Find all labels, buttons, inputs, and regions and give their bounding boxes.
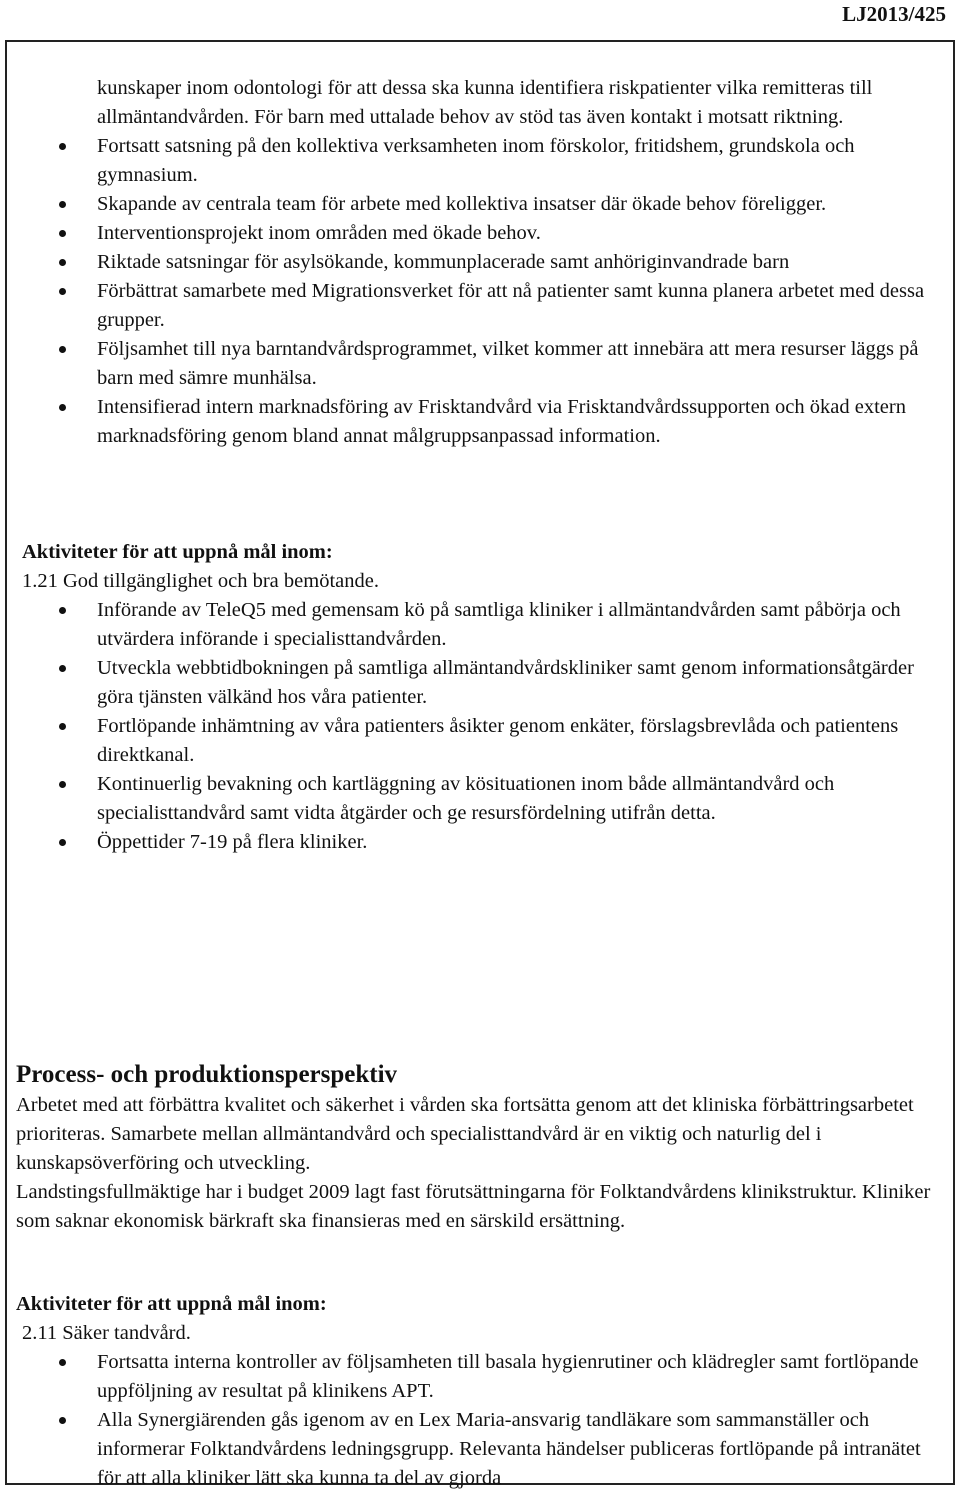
intro-continuation: kunskaper inom odontologi för att dessa ska kunna identifiera riskpatienter vilka remitteras till allmäntandvården. För barn med uttalade behov av stöd tas även kontakt i motsatt riktning. — [97, 77, 873, 128]
activities-heading: Aktiviteter för att uppnå mål inom: — [22, 541, 333, 563]
activities-bullet-list — [22, 596, 939, 857]
list-item: Interventionsprojekt inom områden med ökade behov. — [22, 219, 939, 248]
list-item: Kontinuerlig bevakning och kartläggning av kösituationen inom både allmäntandvård och specialisttandvård samt vidta åtgärder och ge resursfördelning utifrån detta. — [22, 770, 939, 828]
top-section — [22, 74, 939, 451]
activities-section-2 — [16, 1290, 939, 1493]
list-item: Utveckla webbtidbokningen på samtliga allmäntandvårdskliniker samt genom informationsåtgärder göra tjänsten välkänd hos våra patienter. — [22, 654, 939, 712]
list-item: Följsamhet till nya barntandvårdsprogrammet, vilket kommer att innebära att mera resurser läggs på barn med sämre munhälsa. — [22, 335, 939, 393]
list-item: Fortsatt satsning på den kollektiva verksamheten inom förskolor, fritidshem, grundskola och gymnasium. — [22, 132, 939, 190]
list-item: Öppettider 7-19 på flera kliniker. — [22, 828, 939, 857]
document-reference: LJ2013/425 — [842, 2, 946, 26]
activities-heading: Aktiviteter för att uppnå mål inom: — [16, 1293, 327, 1315]
list-item: Skapande av centrala team för arbete med kollektiva insatser där ökade behov föreligger. — [22, 190, 939, 219]
list-item: Riktade satsningar för asylsökande, kommunplacerade samt anhöriginvandrade barn — [22, 248, 939, 277]
list-item: Fortsatta interna kontroller av följsamheten till basala hygienrutiner och klädregler samt fortlöpande uppföljning av resultat på klinikens APT. — [22, 1348, 939, 1406]
section-title: Process- och produktionsperspektiv — [16, 1061, 398, 1088]
activities-bullet-list — [22, 1348, 939, 1493]
paragraph: Landstingsfullmäktige har i budget 2009 lagt fast förutsättningarna för Folktandvårdens klinikstruktur. Kliniker som saknar ekonomisk bärkraft ska finansieras med en särskild ersättning. — [16, 1181, 931, 1232]
list-item: Införande av TeleQ5 med gemensam kö på samtliga kliniker i allmäntandvården samt påbörja och utvärdera införande i specialisttandvården. — [22, 596, 939, 654]
goal-label: 1.21 God tillgänglighet och bra bemötande. — [22, 570, 379, 592]
list-item: Förbättrat samarbete med Migrationsverket för att nå patienter samt kunna planera arbetet med dessa grupper. — [22, 277, 939, 335]
top-bullet-list — [22, 132, 939, 451]
paragraph: Arbetet med att förbättra kvalitet och säkerhet i vården ska fortsätta genom att det kliniska förbättringsarbetet prioriteras. Samarbete mellan allmäntandvård och specialisttandvård är en viktig och naturlig del i kunskapsöverföring och utveckling. — [16, 1094, 914, 1174]
goal-label: 2.11 Säker tandvård. — [22, 1322, 191, 1344]
list-item: Fortlöpande inhämtning av våra patienters åsikter genom enkäter, förslagsbrevlåda och patientens direktkanal. — [22, 712, 939, 770]
process-section — [16, 1059, 939, 1236]
page-frame — [5, 40, 955, 1489]
activities-section-1 — [22, 538, 939, 857]
list-item: Intensifierad intern marknadsföring av Frisktandvård via Frisktandvårdssupporten och ökad extern marknadsföring genom bland annat målgruppsanpassad information. — [22, 393, 939, 451]
list-item: Alla Synergiärenden gås igenom av en Lex Maria-ansvarig tandläkare som sammanställer och informerar Folktandvårdens ledningsgrupp. Relevanta händelser publiceras fortlöpande på intranätet för att alla kliniker lätt ska kunna ta del av gjorda — [22, 1406, 939, 1493]
